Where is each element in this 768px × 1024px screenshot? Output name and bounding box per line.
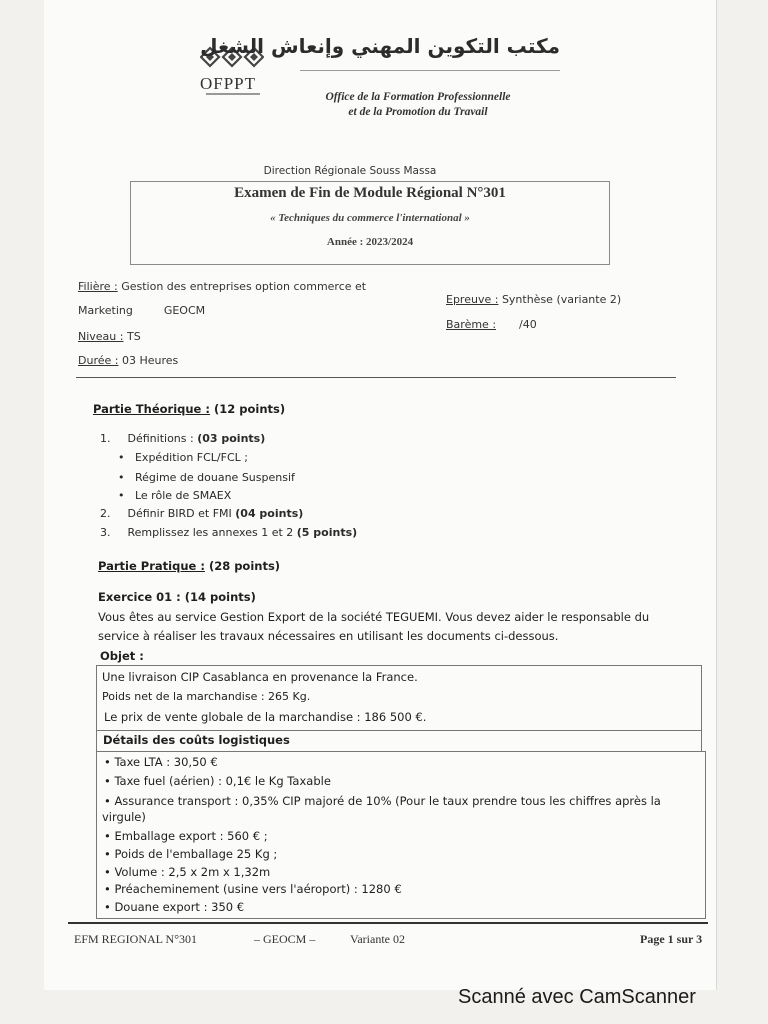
q2-number: 2. <box>100 507 111 520</box>
objet-label: Objet : <box>100 649 144 663</box>
arabic-org-name: مكتب التكوين المهني وإنعاش الشغل <box>200 34 560 58</box>
practice-points: (28 points) <box>208 559 281 573</box>
details-line: • Douane export : 350 € <box>104 900 245 914</box>
q2-text: Définir BIRD et FMI <box>127 507 232 520</box>
details-line: • Taxe LTA : 30,50 € <box>104 755 218 769</box>
office-line-1: Office de la Formation Professionnelle <box>325 91 511 103</box>
details-line: • Volume : 2,5 x 2m x 1,32m <box>104 865 271 879</box>
filiere-code: GEOCM <box>163 304 206 317</box>
direction-regionale: Direction Régionale Souss Massa <box>263 165 437 177</box>
filiere-label: Filière : <box>78 280 118 293</box>
details-line: • Assurance transport : 0,35% CIP majoré de 10% (Pour le taux prendre tous les chiffres après la <box>104 794 661 808</box>
exercise-intro-line: service à réaliser les travaux nécessaires en utilisant les documents ci-dessous. <box>98 629 559 643</box>
q2-points: (04 points) <box>235 507 304 520</box>
footer-page-number: Page 1 sur 3 <box>640 932 703 946</box>
exam-title: Examen de Fin de Module Régional N°301 <box>234 185 506 201</box>
duree-value: 03 Heures <box>121 354 179 367</box>
niveau-row <box>78 330 141 343</box>
duree-row <box>78 354 178 367</box>
theory-heading <box>93 402 285 416</box>
theory-title: Partie Théorique : <box>93 402 210 416</box>
footer-filiere: – GEOCM – <box>254 932 316 946</box>
objet-line: Une livraison CIP Casablanca en provenance la France. <box>102 670 418 684</box>
q1-text: Définitions : <box>127 432 194 445</box>
filiere-value: Gestion des entreprises option commerce et <box>121 280 367 293</box>
details-line: • Poids de l'emballage 25 Kg ; <box>104 847 278 861</box>
question-1 <box>100 432 265 445</box>
filiere-value-2: Marketing <box>78 304 133 317</box>
epreuve-label: Epreuve : <box>446 293 499 306</box>
theory-bullet: • Le rôle de SMAEX <box>118 489 232 502</box>
header-divider <box>300 70 560 71</box>
theory-bullet: • Régime de douane Suspensif <box>118 471 295 484</box>
objet-line: Le prix de vente globale de la marchandise : 186 500 €. <box>104 710 427 724</box>
exercise-intro-line: Vous êtes au service Gestion Export de la société TEGUEMI. Vous devez aider le responsable du <box>98 610 650 624</box>
details-label: Détails des coûts logistiques <box>103 733 290 747</box>
footer-module: EFM REGIONAL N°301 <box>74 932 198 946</box>
exercise-title: Exercice 01 : (14 points) <box>98 590 256 604</box>
office-name <box>298 90 538 120</box>
camscanner-watermark: Scanné avec CamScanner <box>458 986 696 1008</box>
office-line-2: et de la Promotion du Travail <box>348 106 488 118</box>
logo-underline <box>206 93 260 95</box>
exam-subtitle: « Techniques du commerce l'international » <box>270 212 470 224</box>
bareme-value: /40 <box>519 318 537 331</box>
bareme-label: Barème : <box>446 318 497 331</box>
q3-number: 3. <box>100 526 111 539</box>
meta-divider <box>76 377 676 378</box>
question-3 <box>100 526 357 539</box>
q1-points: (03 points) <box>197 432 266 445</box>
theory-points: (12 points) <box>213 402 286 416</box>
q3-text: Remplissez les annexes 1 et 2 <box>127 526 294 539</box>
question-2 <box>100 507 303 520</box>
objet-line: Poids net de la marchandise : 265 Kg. <box>102 690 311 703</box>
q1-number: 1. <box>100 432 111 445</box>
epreuve-value: Synthèse (variante 2) <box>501 293 622 306</box>
details-line: • Préacheminement (usine vers l'aéroport) : 1280 € <box>104 882 402 896</box>
filiere-row-2 <box>78 304 205 317</box>
theory-bullet: • Expédition FCL/FCL ; <box>118 451 248 464</box>
footer-divider <box>68 922 708 924</box>
filiere-row <box>78 280 366 293</box>
details-line: virgule) <box>102 810 146 824</box>
epreuve-row <box>446 293 621 306</box>
footer-variant: Variante 02 <box>350 932 405 946</box>
niveau-label: Niveau : <box>78 330 124 343</box>
details-line: • Taxe fuel (aérien) : 0,1€ le Kg Taxable <box>104 774 331 788</box>
practice-title: Partie Pratique : <box>98 559 205 573</box>
details-line: • Emballage export : 560 € ; <box>104 829 268 843</box>
exam-year: Année : 2023/2024 <box>326 236 414 248</box>
bareme-row <box>446 318 537 331</box>
duree-label: Durée : <box>78 354 119 367</box>
niveau-value: TS <box>126 330 141 343</box>
q3-points: (5 points) <box>296 526 358 539</box>
practice-heading <box>98 559 280 573</box>
logo-text: OFPPT <box>200 74 257 93</box>
